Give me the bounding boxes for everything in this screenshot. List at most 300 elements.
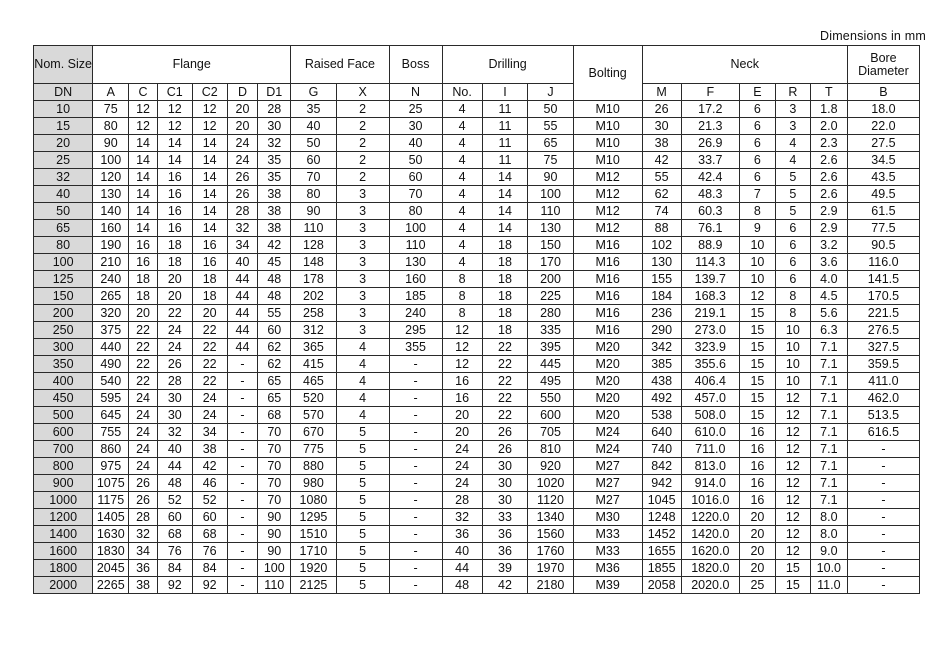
table-cell: 7.1	[810, 458, 847, 475]
table-cell: 48.3	[681, 186, 739, 203]
table-cell: 22	[129, 322, 158, 339]
table-cell: 130	[389, 254, 442, 271]
table-cell: 90.5	[847, 237, 919, 254]
table-cell: 4	[442, 118, 482, 135]
table-cell: -	[389, 492, 442, 509]
table-cell: 76.1	[681, 220, 739, 237]
table-cell: 26.9	[681, 135, 739, 152]
table-cell: 225	[528, 288, 574, 305]
table-cell: 15	[775, 577, 810, 594]
nominal-size-cell: 1200	[34, 509, 93, 526]
table-cell: 842	[642, 458, 681, 475]
column-header-n: N	[389, 84, 442, 101]
table-cell: -	[847, 509, 919, 526]
table-cell: 1080	[291, 492, 337, 509]
table-cell: 4	[336, 390, 389, 407]
table-cell: 2125	[291, 577, 337, 594]
table-cell: 12	[775, 458, 810, 475]
table-cell: 26	[129, 492, 158, 509]
table-cell: -	[227, 526, 258, 543]
table-cell: 5	[775, 203, 810, 220]
table-cell: 70	[258, 458, 291, 475]
table-cell: 10	[775, 339, 810, 356]
table-cell: 219.1	[681, 305, 739, 322]
nominal-size-cell: 125	[34, 271, 93, 288]
table-cell: 265	[93, 288, 129, 305]
table-cell: 17.2	[681, 101, 739, 118]
table-cell: 6	[739, 118, 775, 135]
table-cell: 70	[258, 424, 291, 441]
table-cell: 26	[482, 424, 528, 441]
table-cell: 60	[389, 169, 442, 186]
table-cell: 75	[93, 101, 129, 118]
table-cell: 61.5	[847, 203, 919, 220]
table-cell: 4	[336, 339, 389, 356]
table-cell: 55	[642, 169, 681, 186]
table-cell: 3	[336, 186, 389, 203]
nominal-size-cell: 300	[34, 339, 93, 356]
table-cell: 90	[93, 135, 129, 152]
table-cell: 15	[739, 356, 775, 373]
table-cell: 38	[258, 220, 291, 237]
table-cell: 11	[482, 101, 528, 118]
table-cell: 2.6	[810, 186, 847, 203]
table-cell: 30	[157, 390, 192, 407]
table-cell: 5	[336, 475, 389, 492]
table-cell: 45	[258, 254, 291, 271]
table-cell: 14	[129, 135, 158, 152]
nominal-size-cell: 80	[34, 237, 93, 254]
table-cell: 30	[642, 118, 681, 135]
table-cell: 48	[258, 288, 291, 305]
table-cell: 28	[157, 373, 192, 390]
table-cell: 640	[642, 424, 681, 441]
nominal-size-cell: 40	[34, 186, 93, 203]
table-cell: 1340	[528, 509, 574, 526]
nominal-size-cell: 1000	[34, 492, 93, 509]
table-row	[34, 322, 920, 339]
table-cell: 16	[739, 441, 775, 458]
table-cell: 18	[129, 271, 158, 288]
table-cell: 6	[775, 271, 810, 288]
table-row	[34, 543, 920, 560]
table-cell: 10	[775, 373, 810, 390]
table-cell: 1920	[291, 560, 337, 577]
table-cell: 16	[739, 492, 775, 509]
table-cell: 10	[775, 356, 810, 373]
table-cell: M27	[573, 475, 642, 492]
table-cell: 7.1	[810, 407, 847, 424]
table-cell: -	[389, 475, 442, 492]
table-cell: 26	[227, 186, 258, 203]
table-cell: 490	[93, 356, 129, 373]
table-cell: 1075	[93, 475, 129, 492]
table-cell: 15	[739, 305, 775, 322]
table-cell: 7.1	[810, 356, 847, 373]
table-cell: 130	[528, 220, 574, 237]
table-row	[34, 441, 920, 458]
table-cell: 4	[336, 356, 389, 373]
column-header-m: M	[642, 84, 681, 101]
table-cell: M33	[573, 543, 642, 560]
table-cell: 327.5	[847, 339, 919, 356]
table-cell: 18	[192, 288, 227, 305]
table-cell: 2.9	[810, 203, 847, 220]
table-cell: 2.0	[810, 118, 847, 135]
column-header-c1: C1	[157, 84, 192, 101]
table-cell: 20	[157, 271, 192, 288]
table-cell: 33.7	[681, 152, 739, 169]
table-row	[34, 424, 920, 441]
table-cell: 1405	[93, 509, 129, 526]
table-cell: -	[847, 577, 919, 594]
table-cell: 44	[227, 339, 258, 356]
table-cell: 55	[258, 305, 291, 322]
table-cell: 14	[482, 203, 528, 220]
table-cell: 1655	[642, 543, 681, 560]
table-cell: 7	[739, 186, 775, 203]
table-cell: 375	[93, 322, 129, 339]
table-cell: 1045	[642, 492, 681, 509]
table-cell: 1420.0	[681, 526, 739, 543]
table-cell: 1452	[642, 526, 681, 543]
table-cell: M24	[573, 441, 642, 458]
table-cell: -	[389, 560, 442, 577]
table-cell: 4	[442, 220, 482, 237]
table-cell: 920	[528, 458, 574, 475]
table-cell: 32	[258, 135, 291, 152]
units-caption: Dimensions in mm	[819, 29, 926, 43]
table-cell: 365	[291, 339, 337, 356]
table-cell: 14	[192, 169, 227, 186]
table-cell: 150	[528, 237, 574, 254]
table-cell: 32	[442, 509, 482, 526]
table-cell: 3	[336, 237, 389, 254]
table-cell: 38	[192, 441, 227, 458]
table-cell: 38	[258, 203, 291, 220]
table-cell: 5	[336, 458, 389, 475]
table-cell: 24	[227, 152, 258, 169]
table-cell: 14	[192, 152, 227, 169]
table-cell: M12	[573, 203, 642, 220]
table-cell: 3	[336, 254, 389, 271]
table-cell: 100	[258, 560, 291, 577]
table-cell: 130	[642, 254, 681, 271]
table-cell: 2.6	[810, 152, 847, 169]
nominal-size-cell: 32	[34, 169, 93, 186]
table-cell: M16	[573, 254, 642, 271]
table-cell: 24	[227, 135, 258, 152]
table-cell: 495	[528, 373, 574, 390]
table-cell: M36	[573, 560, 642, 577]
table-cell: 10.0	[810, 560, 847, 577]
table-cell: 221.5	[847, 305, 919, 322]
table-cell: 860	[93, 441, 129, 458]
table-cell: 14	[157, 152, 192, 169]
table-cell: -	[227, 441, 258, 458]
table-cell: 130	[93, 186, 129, 203]
table-cell: 48	[442, 577, 482, 594]
table-cell: 12	[775, 509, 810, 526]
table-cell: 276.5	[847, 322, 919, 339]
table-cell: M12	[573, 169, 642, 186]
table-cell: M20	[573, 373, 642, 390]
table-cell: 16	[157, 186, 192, 203]
table-cell: 2020.0	[681, 577, 739, 594]
group-header-bolting: Bolting	[573, 46, 642, 101]
table-cell: 12	[442, 322, 482, 339]
flange-dimensions-table	[33, 45, 920, 594]
table-cell: 5	[336, 560, 389, 577]
table-cell: 30	[482, 475, 528, 492]
column-header-no: No.	[442, 84, 482, 101]
table-cell: 24	[129, 441, 158, 458]
table-cell: 20	[157, 288, 192, 305]
table-row	[34, 101, 920, 118]
table-cell: 35	[258, 152, 291, 169]
table-cell: 24	[129, 407, 158, 424]
table-cell: -	[227, 424, 258, 441]
table-cell: 16	[129, 254, 158, 271]
table-cell: 24	[157, 339, 192, 356]
table-cell: 34.5	[847, 152, 919, 169]
table-cell: 44	[442, 560, 482, 577]
table-cell: 12	[775, 475, 810, 492]
table-cell: 2180	[528, 577, 574, 594]
column-header-c: C	[129, 84, 158, 101]
table-cell: 35	[291, 101, 337, 118]
table-cell: 44	[157, 458, 192, 475]
table-cell: 38	[258, 186, 291, 203]
table-cell: 200	[528, 271, 574, 288]
table-row	[34, 475, 920, 492]
table-cell: -	[227, 560, 258, 577]
table-cell: 116.0	[847, 254, 919, 271]
table-cell: M10	[573, 118, 642, 135]
table-cell: 880	[291, 458, 337, 475]
table-cell: 14	[482, 169, 528, 186]
table-cell: 32	[129, 526, 158, 543]
table-cell: 20	[129, 305, 158, 322]
table-row	[34, 305, 920, 322]
table-cell: 2.6	[810, 169, 847, 186]
table-cell: 10	[739, 237, 775, 254]
table-cell: -	[389, 458, 442, 475]
column-header-f: F	[681, 84, 739, 101]
table-cell: 48	[258, 271, 291, 288]
table-cell: 2	[336, 169, 389, 186]
table-cell: 5	[336, 509, 389, 526]
table-cell: 100	[528, 186, 574, 203]
table-cell: 110	[528, 203, 574, 220]
table-row	[34, 254, 920, 271]
table-cell: 24	[129, 458, 158, 475]
table-cell: 12	[775, 526, 810, 543]
column-header-e: E	[739, 84, 775, 101]
table-cell: 342	[642, 339, 681, 356]
table-cell: 570	[291, 407, 337, 424]
table-cell: 616.5	[847, 424, 919, 441]
table-cell: 6	[775, 237, 810, 254]
table-cell: M10	[573, 152, 642, 169]
table-cell: 14	[482, 186, 528, 203]
table-row	[34, 220, 920, 237]
table-cell: 2058	[642, 577, 681, 594]
table-cell: 5.6	[810, 305, 847, 322]
table-cell: 90	[258, 526, 291, 543]
table-cell: 980	[291, 475, 337, 492]
table-cell: 1970	[528, 560, 574, 577]
table-cell: 60	[258, 322, 291, 339]
table-cell: 90	[528, 169, 574, 186]
table-cell: -	[227, 407, 258, 424]
table-cell: -	[227, 492, 258, 509]
table-cell: 22	[129, 339, 158, 356]
table-cell: M20	[573, 339, 642, 356]
table-cell: 34	[227, 237, 258, 254]
nominal-size-cell: 1800	[34, 560, 93, 577]
table-cell: 2	[336, 152, 389, 169]
table-cell: 7.1	[810, 339, 847, 356]
table-cell: 6	[739, 152, 775, 169]
table-cell: 50	[528, 101, 574, 118]
table-cell: 12	[775, 441, 810, 458]
table-cell: 508.0	[681, 407, 739, 424]
table-cell: -	[389, 543, 442, 560]
table-cell: 3	[336, 322, 389, 339]
table-cell: 258	[291, 305, 337, 322]
table-cell: 18	[482, 322, 528, 339]
table-cell: 202	[291, 288, 337, 305]
table-row	[34, 339, 920, 356]
table-cell: 14	[129, 152, 158, 169]
table-cell: 14	[129, 169, 158, 186]
table-cell: 26	[227, 169, 258, 186]
table-cell: 273.0	[681, 322, 739, 339]
table-cell: 42	[482, 577, 528, 594]
table-cell: 4	[442, 101, 482, 118]
table-cell: 11	[482, 152, 528, 169]
table-cell: 43.5	[847, 169, 919, 186]
table-cell: 70	[258, 475, 291, 492]
table-cell: 50	[389, 152, 442, 169]
table-cell: 18	[157, 254, 192, 271]
column-header-t: T	[810, 84, 847, 101]
table-cell: 52	[157, 492, 192, 509]
table-cell: -	[847, 543, 919, 560]
table-cell: 2045	[93, 560, 129, 577]
table-cell: -	[227, 577, 258, 594]
table-cell: 65	[528, 135, 574, 152]
table-cell: -	[227, 509, 258, 526]
table-cell: -	[847, 526, 919, 543]
table-cell: 25	[739, 577, 775, 594]
table-cell: 6	[775, 220, 810, 237]
table-cell: 395	[528, 339, 574, 356]
nominal-size-cell: 100	[34, 254, 93, 271]
table-cell: 3	[336, 288, 389, 305]
table-row	[34, 492, 920, 509]
table-cell: 160	[93, 220, 129, 237]
table-cell: 16	[157, 169, 192, 186]
table-cell: 34	[192, 424, 227, 441]
table-cell: 975	[93, 458, 129, 475]
table-cell: 711.0	[681, 441, 739, 458]
table-cell: -	[847, 560, 919, 577]
table-cell: 15	[739, 322, 775, 339]
table-cell: 14	[129, 203, 158, 220]
table-cell: 100	[389, 220, 442, 237]
table-cell: 36	[442, 526, 482, 543]
table-cell: 5	[336, 424, 389, 441]
table-cell: 465	[291, 373, 337, 390]
table-cell: 22	[482, 407, 528, 424]
table-cell: 4	[442, 203, 482, 220]
table-cell: 10	[739, 271, 775, 288]
table-cell: 34	[129, 543, 158, 560]
table-cell: 1760	[528, 543, 574, 560]
table-cell: 5	[336, 441, 389, 458]
table-cell: 70	[258, 441, 291, 458]
table-cell: 114.3	[681, 254, 739, 271]
table-cell: M12	[573, 220, 642, 237]
table-cell: 28	[129, 509, 158, 526]
table-cell: 88	[642, 220, 681, 237]
table-cell: 8	[442, 305, 482, 322]
table-cell: 44	[227, 322, 258, 339]
table-cell: 3	[775, 118, 810, 135]
table-cell: 14	[192, 203, 227, 220]
table-cell: 22	[157, 305, 192, 322]
table-cell: 1248	[642, 509, 681, 526]
table-cell: 22	[192, 356, 227, 373]
table-cell: 190	[93, 237, 129, 254]
table-cell: 3	[336, 271, 389, 288]
table-cell: 32	[157, 424, 192, 441]
table-cell: 445	[528, 356, 574, 373]
table-cell: 26	[129, 475, 158, 492]
table-cell: 22	[192, 322, 227, 339]
table-cell: 3	[775, 101, 810, 118]
table-cell: 705	[528, 424, 574, 441]
table-cell: 110	[258, 577, 291, 594]
table-cell: 5	[336, 543, 389, 560]
table-cell: 42	[192, 458, 227, 475]
group-header-row	[34, 46, 920, 84]
table-cell: 15	[775, 560, 810, 577]
table-cell: 38	[129, 577, 158, 594]
table-cell: 312	[291, 322, 337, 339]
table-cell: 16	[129, 237, 158, 254]
table-cell: M16	[573, 237, 642, 254]
table-cell: 12	[775, 407, 810, 424]
table-cell: 1620.0	[681, 543, 739, 560]
nominal-size-cell: 600	[34, 424, 93, 441]
table-cell: 90	[258, 509, 291, 526]
table-cell: 4	[442, 169, 482, 186]
table-cell: 14	[129, 220, 158, 237]
table-cell: 4	[775, 135, 810, 152]
table-cell: 6	[775, 254, 810, 271]
table-cell: 210	[93, 254, 129, 271]
table-cell: M39	[573, 577, 642, 594]
table-cell: 320	[93, 305, 129, 322]
table-cell: -	[847, 441, 919, 458]
table-cell: 38	[642, 135, 681, 152]
table-cell: M10	[573, 135, 642, 152]
nominal-size-cell: 450	[34, 390, 93, 407]
table-cell: 22	[129, 356, 158, 373]
